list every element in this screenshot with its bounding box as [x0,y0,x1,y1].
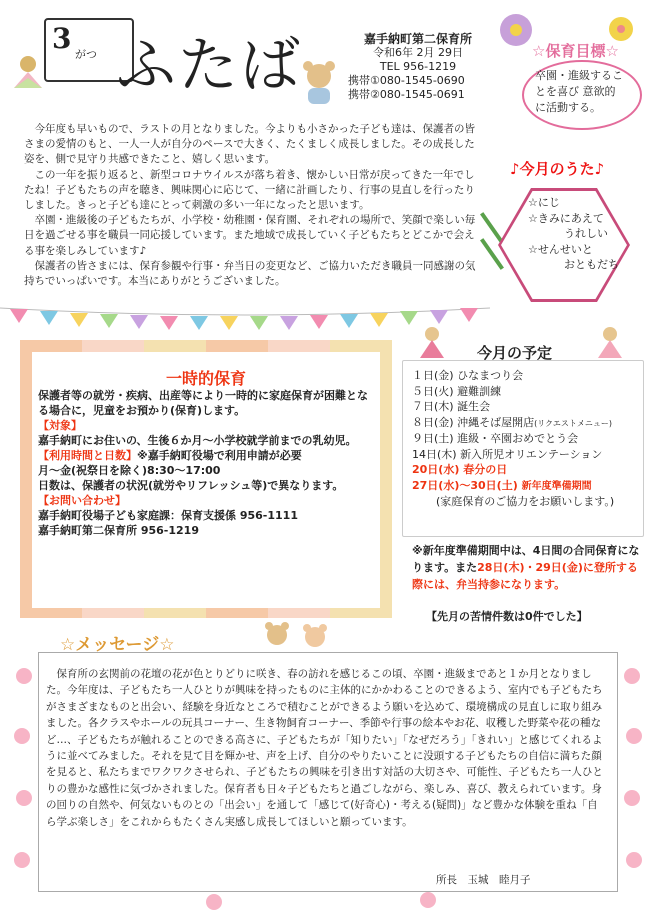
school-info [348,32,488,102]
schedule-list [412,368,614,510]
song-item: ☆きみにあえて [528,211,604,225]
event-day: 20日(水) [412,463,460,476]
hours-intro: ※嘉手納町役場で利用申請が必要 [137,449,302,462]
blossom-icon [16,790,32,806]
hours-heading: 【利用時間と日数】 [38,449,137,462]
contact-heading: 【お問い合わせ】 [38,494,126,507]
blossom-icon [14,728,30,744]
complaints-count: 【先月の苦情件数は0件でした】 [426,610,588,623]
message-body [46,666,606,830]
event-day: 14日(木) [412,447,457,461]
contact-line: 嘉手納町第二保育所 956-1219 [38,524,199,537]
song-item-cont: おともだち [564,258,619,271]
schedule-row [412,415,614,432]
goal-line: とを喜び 意欲的 [535,85,616,98]
song-heading: ♪今月のうた♪ [510,160,605,178]
message-heading: ☆メッセージ☆ [60,635,175,655]
event-name: 新年度準備期間 [521,480,592,492]
telephone: TEL 956-1219 [379,60,457,73]
schedule-heading: 今月の予定 [477,344,553,362]
intro-paragraph: 今年度も早いもので、ラストの月となりました。今よりも小さかった子ども達は、保護者の皆さまの愛情のもと、一人一人が自分のペースで大きく、たくましく成長しました。その成長した姿を、側で見守り共感できたこと、嬉しく思います。 [24,123,475,166]
mobile-1: 携帯①080-1545-0690 [348,74,465,87]
issue-date: 令和6年 2月 29日 [373,46,463,59]
note-text: ※新年度準備期間中は、4日間の合同保育になります。また [412,544,640,574]
message-paragraph: 保育所の玄関前の花壇の花が色とりどりに咲き、春の訪れを感じるこの頃、卒園・進級まであと１か月となりました。今年度は、子どもたち一人ひとりが興味を持ったものに主体的にかかわることのできるよう、室内でも子どもたちがさまざまなものと出会い、経験を身近なところで積むことができるよう願いを込めて、環境構成の見直しに取り組みました。各クラスやホールの玩具コーナー、生き物飼育コーナー、季節や行事の絵本やお花、収穫した野菜や花の種など…、子どもたちが触れることのできる高さに、子どもたちが「知りたい」「なぜだろう」「きれい」と感じてくれるように並べてみました。それを見て目を輝かせ、声を上げ、自分のやりたいことに没頭する子どもたちの自信に満ちた顔を見ると、私たちまでワクワクさせられ、子どもたちの興味を引き出す対話の大切さや、可能性、子どもたち一人ひとりの豊かな感性に気づかされました。保育者も日々子どもたちと過ごしながら、楽しみ、喜び、教えられています。身の回りの自然や、何気ないものとの「出会い」を通して「感じて(好奇心)・考える(疑問)」など豊かな体験を重ね「自ら学ぶ楽しさ」をこれからもたくさん実感し成長してほしいと願っています。 [46,668,603,828]
intro-paragraph: 卒園・進級後の子どもたちが、小学校・幼稚園・保育園、それぞれの場所で、笑顔で楽しい毎日を過ごせる事を職員一同応援しています。また地域で成長していく子どもたちとどこかで会える事を楽しみしています♪ [24,214,476,257]
month-suffix: がつ [75,48,97,61]
flower-icon [496,10,536,50]
song-list [528,195,619,273]
month-number: 3 [52,22,72,55]
event-name: ひなまつり会 [457,369,524,382]
event-name: 春分の日 [463,463,508,476]
mouse-doll-illustration [296,56,342,108]
contact-line: 嘉手納町役場子ども家庭課：保育支援係 956-1111 [38,509,298,522]
goal-line: 卒園・進級するこ [535,69,623,82]
schedule-row [412,462,614,478]
schedule-row [412,368,614,384]
event-day: ９日(土) [412,432,454,445]
event-name: 誕生会 [457,400,491,413]
school-name: 嘉手納町第二保育所 [363,32,472,46]
mobile-2: 携帯②080-1545-0691 [348,88,465,101]
target-heading: 【対象】 [38,419,82,432]
blossom-icon [624,790,640,806]
intro-text [24,122,484,289]
blossom-icon [16,668,32,684]
event-day: ７日(木) [412,400,454,413]
schedule-row [412,431,614,447]
signature: 所長 玉城 睦月子 [436,874,531,886]
event-name: 避難訓練 [457,384,502,398]
schedule-note-row: (家庭保育のご協力をお願いします。) [436,495,615,508]
schedule-note [412,542,644,593]
temp-care-body [38,388,376,538]
schedule-row [412,447,614,463]
intro-paragraph: 保護者の皆さまには、保育参観や行事・弁当日の変更など、ご協力いただき職員一同感謝の気持ちでいっぱいです。本当にありがとうございました。 [24,259,476,288]
goal-heading: ☆保育目標☆ [532,42,619,60]
blossom-icon [624,668,640,684]
event-day: ８日(金) [412,415,454,429]
hours-time: 月～金(祝祭日を除く)8:30～17:00 [38,464,221,477]
blossom-icon [206,894,222,910]
intro-paragraph: この一年を振り返ると、新型コロナウイルスが落ち着き、懐かしい日常が戻ってきた一年でしたね！子どもたちの声を聴き、興味関心に応じて、一緒に計画したり、行事の見直しを行ったりしました。きっと子ども達にとって刺激の多い一年になったと思います。 [24,168,475,212]
song-item: ☆せんせいと [528,242,593,256]
newsletter-title: ふたば [116,31,302,101]
note-highlight: 28日(木)・29日(金)に登所する際には、弁当持参になります。 [412,561,638,591]
blossom-icon [626,728,642,744]
song-item: ☆にじ [528,196,560,209]
schedule-row [412,478,614,495]
hina-doll-illustration [590,324,630,360]
hina-doll-illustration [10,52,46,92]
event-name: 沖縄そば屋開店 [457,415,535,429]
event-day: 27日(水)～30日(土) [412,478,518,492]
hina-doll-illustration [412,324,452,360]
hours-note: 日数は、保護者の状況(就労やリフレッシュ等)で異なります。 [38,479,344,492]
event-day: １日(金) [412,369,454,382]
blossom-icon [626,852,642,868]
event-name: 進級・卒園おめでとう会 [457,432,579,445]
event-sub: (リクエストメニュー) [534,418,612,428]
goal-line: に活動する。 [535,101,601,114]
blossom-icon [420,892,436,908]
schedule-row [412,399,614,415]
blossom-icon [14,852,30,868]
event-name: 新入所児オリエンテーション [460,447,603,461]
mouse-illustration [300,620,330,650]
goal-text [535,68,635,116]
temp-care-lead: 保護者等の就労・疾病、出産等により一時的に家庭保育が困難となる場合に，児童をお預かり(保育)します。 [38,389,368,417]
target-text: 嘉手納町にお住いの、生後６か月～小学校就学前までの乳幼児。 [38,434,357,447]
song-item-cont: うれしい [564,227,608,240]
event-day: ５日(火) [412,384,454,398]
schedule-row [412,384,614,400]
temp-care-heading: 一時的保育 [165,369,246,388]
mouse-illustration [262,618,292,648]
